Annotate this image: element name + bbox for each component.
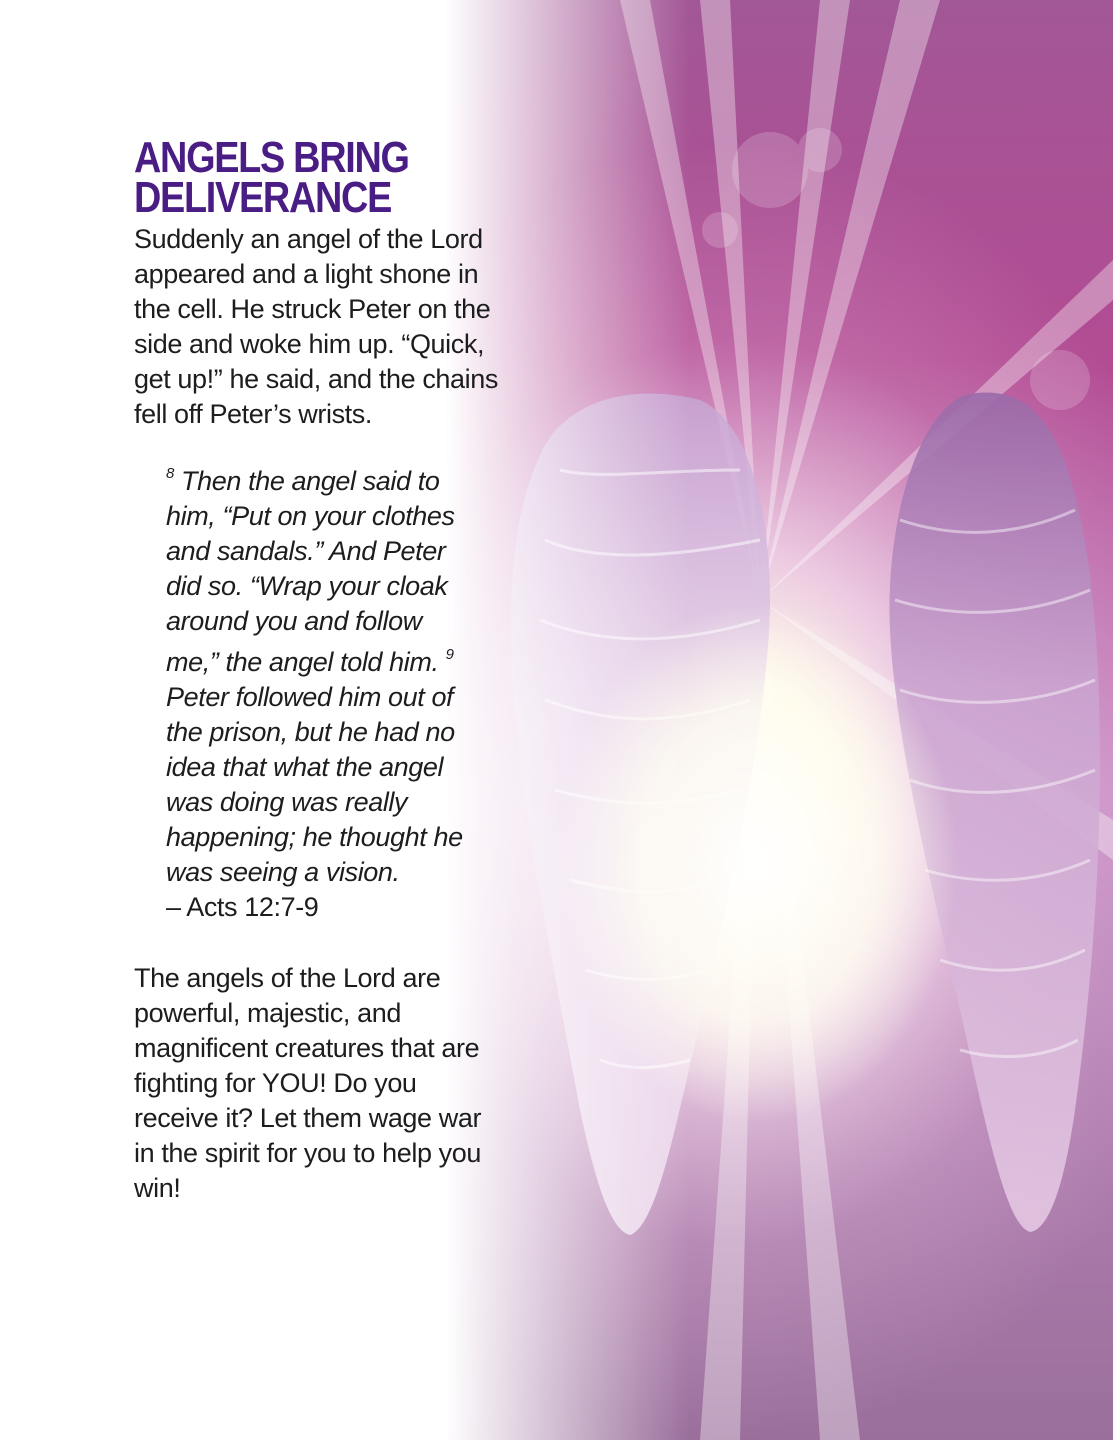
scripture-quote xyxy=(166,458,466,925)
verse-9-text: Peter followed him out of the prison, but he had no idea that what the angel was doing was really happening; he thought he was seeing a vision. xyxy=(166,682,463,887)
verse-8-text: Then the angel said to him, “Put on your clothes and sandals.” And Peter did so. “Wrap your cloak around you and follow me,” the angel told him. xyxy=(166,466,455,677)
closing-paragraph: The angels of the Lord are powerful, majestic, and magnificent creatures that are fighting for YOU! Do you receive it? Let them wage war in the spirit for you to help you win! xyxy=(134,963,482,1203)
title-line-2: DELIVERANCE xyxy=(134,173,392,222)
page-title xyxy=(134,133,512,222)
article-column xyxy=(134,133,504,1206)
title-line-1: ANGELS BRING xyxy=(134,133,409,182)
intro-paragraph: Suddenly an angel of the Lord appeared and a light shone in the cell. He struck Peter on the side and woke him up. “Quick, get up!” he said, and the chains fell off Peter’s wrists. xyxy=(134,224,498,429)
scripture-reference: – Acts 12:7-9 xyxy=(166,892,319,922)
verse-number-9: 9 xyxy=(445,646,454,663)
verse-number-8: 8 xyxy=(166,465,174,482)
